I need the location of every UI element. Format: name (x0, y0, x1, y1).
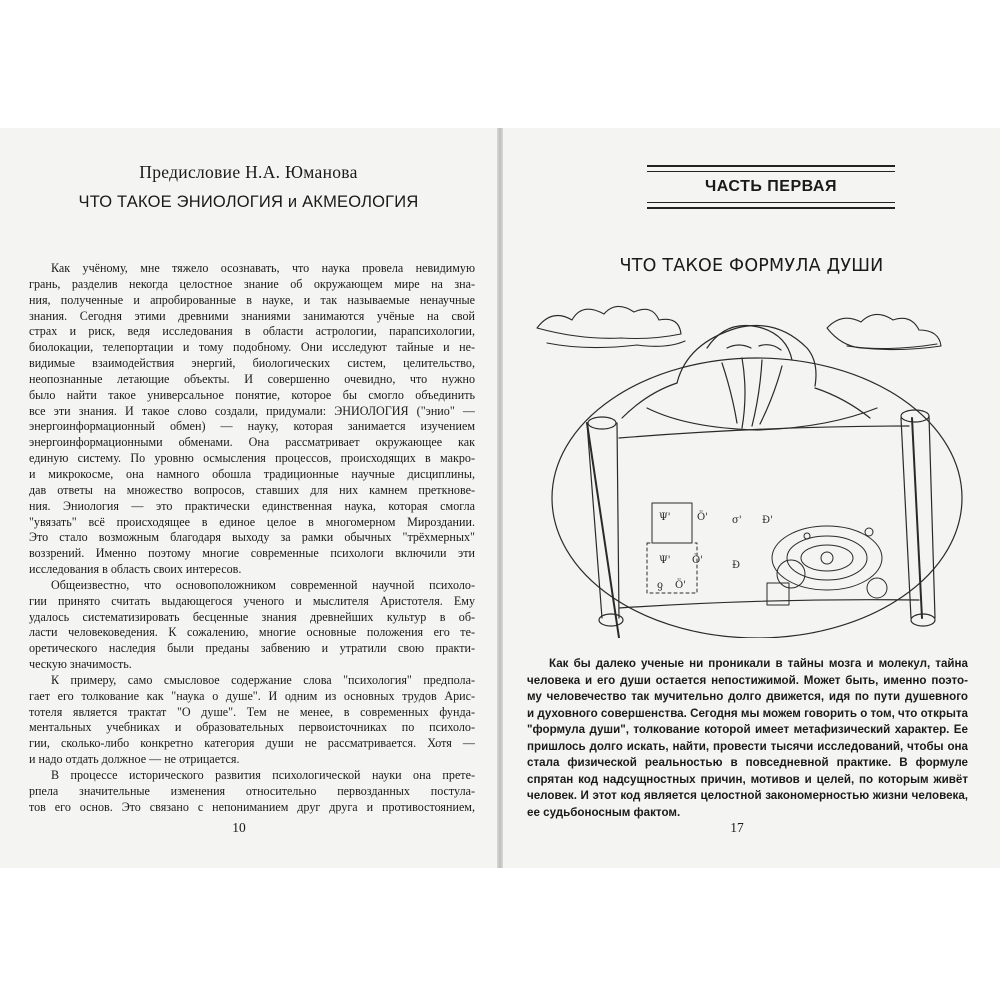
text-line: и духовного совершенства. Сегодня мы можем говорить о том, что открыта (527, 706, 968, 720)
text-line: тов его основ. Это связано с непониманием друг друга и противостоянием, (29, 799, 475, 814)
text-line: удалось систематизировать бесценные знания древнейших культур в об- (29, 609, 475, 624)
text-line: спрятан код надсущностных причин, мотивов и целей, по которым живёт (527, 772, 968, 786)
page-number: 10 (232, 820, 246, 835)
text-line: ния. Эниология — это практически единственная наука, которая смогла (29, 498, 475, 513)
text-line: знания. Сегодня этими древними знаниями занимаются учёные на свой (29, 308, 475, 323)
part-label: ЧАСТЬ ПЕРВАЯ (705, 178, 837, 195)
text-line: и надо отдать должное — не отрицается. (29, 752, 240, 767)
text-line: Как бы далеко ученые ни проникали в тайны мозга и молекул, тайна (549, 657, 968, 670)
formula-blocks (647, 503, 789, 605)
text-line: ее судьбоносным фактом. (527, 805, 681, 819)
text-line: дав ответы на множество вопросов, ставших для них камнем преткнове- (29, 482, 475, 497)
part-banner (647, 165, 895, 209)
text-line: Как учёному, мне тяжело осознавать, что наука провела невидимую (51, 261, 475, 275)
text-line: биолокации, телепортации и тому подобному. Они исследуют тайные и не- (29, 340, 475, 355)
text-line: "формула души", толкование которой имеет метафизический характер. Ее (527, 723, 968, 737)
text-line: стала физической реальностью в повседневной практике. В формуле (527, 756, 968, 770)
text-line: пришлось долго искать, найти, провести тысячи исследований, чтобы она (527, 739, 968, 753)
text-line: Это стало возможным благодаря выходу за рамки обычных "трёхмерных" (29, 530, 475, 545)
body-text (527, 656, 968, 821)
svg-text:ƍ: ƍ (657, 580, 664, 591)
right-page (503, 128, 1000, 868)
svg-text:Ö': Ö' (675, 580, 686, 591)
text-line: рпела значительные изменения относительно первозданных постула- (29, 783, 475, 798)
text-line: гии, сколько-либо конкретно категория души не рассматривается. Хотя — (29, 736, 475, 751)
left-page (0, 128, 497, 868)
text-line: энергоинформационными обменами. Она рассматривает окружающее как (29, 435, 475, 450)
svg-text:Ψ': Ψ' (659, 555, 671, 566)
text-line: В процессе исторического развития психологической науки она прете- (51, 768, 475, 782)
text-line: воззрений. Именно поэтому многие современные психологи включили эти (29, 546, 475, 561)
text-line: человек. И этот код является целостной закономерностью жизни человека, (527, 789, 968, 803)
text-line: оретического наследия были преданы забвению и утратили свою практи- (29, 641, 475, 656)
text-line: неопознанные летающие объекты. И совершенно очевидно, что нужно (29, 371, 475, 386)
svg-text:Ö': Ö' (692, 555, 703, 566)
text-line: Общеизвестно, что основоположником современной научной психоло- (51, 577, 475, 592)
text-line: му человечество так мучительно долго движется, идя по пути душевного (527, 690, 968, 704)
chapter-title: ЧТО ТАКОЕ ЭНИОЛОГИЯ и АКМЕОЛОГИЯ (78, 193, 419, 211)
text-line: гает его толкование как "наука о душе". И одним из основных трудов Арис- (29, 688, 475, 703)
svg-text:Ð: Ð (732, 560, 741, 571)
body-text (29, 261, 475, 816)
banner-rule-bottom (647, 202, 895, 209)
svg-text:Ψ': Ψ' (659, 512, 671, 523)
text-line: ния, полученные и апробированные в науке, и так называемые ненаучные (29, 292, 475, 307)
text-line: и микрокосме, она намного обошла традиционные научные дисциплины, (29, 466, 475, 481)
text-line: ласти человековедения. К сожалению, многие основные положения его те- (29, 625, 475, 640)
page-number: 17 (730, 820, 744, 835)
chapter-title: ЧТО ТАКОЕ ФОРМУЛА ДУШИ (619, 256, 884, 276)
text-line: все эти знания. И такое слово создали, придумали: ЭНИОЛОГИЯ ("энио" — (29, 403, 475, 418)
svg-text:σ': σ' (732, 515, 742, 526)
text-line: было найти такое универсальное понятие, которое бы смогло объединить (29, 387, 475, 402)
sage-figure (622, 326, 877, 431)
text-line: исследования в область своих интересов. (29, 562, 242, 577)
text-line: К примеру, само смысловое содержание слова "психология" предпола- (51, 672, 475, 687)
text-line: страх и риск, ведя исследования в области астрологии, парапсихологии, (29, 324, 475, 339)
text-line: единую систему. По уровню осмысления процессов, происходящих в макро- (29, 451, 475, 466)
text-line: грань, разделив некогда целостное знание об окружающем мире на зна- (29, 276, 475, 291)
text-line: ческую значимость. (29, 657, 132, 672)
sage-scroll-illustration (527, 288, 975, 638)
text-line: видимые взаимодействия энергий, биологических систем, целительство, (29, 356, 475, 371)
preface-title: Предисловие Н.А. Юманова (139, 162, 358, 182)
text-line: "увязать" всё происходящее в единое целое в многомерном Мироздании. (29, 514, 475, 529)
banner-rule-top (647, 165, 895, 172)
text-line: человека и его души остается непостижимой. Может быть, именно поэто- (527, 673, 968, 687)
svg-text:Ð': Ð' (762, 515, 773, 526)
scroll (587, 410, 935, 638)
text-line: энергоинформационный обмен) — науку, которая занимается изучением (29, 419, 475, 434)
text-line: гии принято считать выдающегося ученого и мыслителя Аристотеля. Ему (29, 593, 475, 608)
svg-text:Ö': Ö' (697, 512, 708, 523)
text-line: тотеля является трактат "О душе". Тем не менее, в современных фунда- (29, 704, 475, 719)
text-line: ментальных учебниках и образовательных первоисточниках по психоло- (29, 720, 475, 735)
